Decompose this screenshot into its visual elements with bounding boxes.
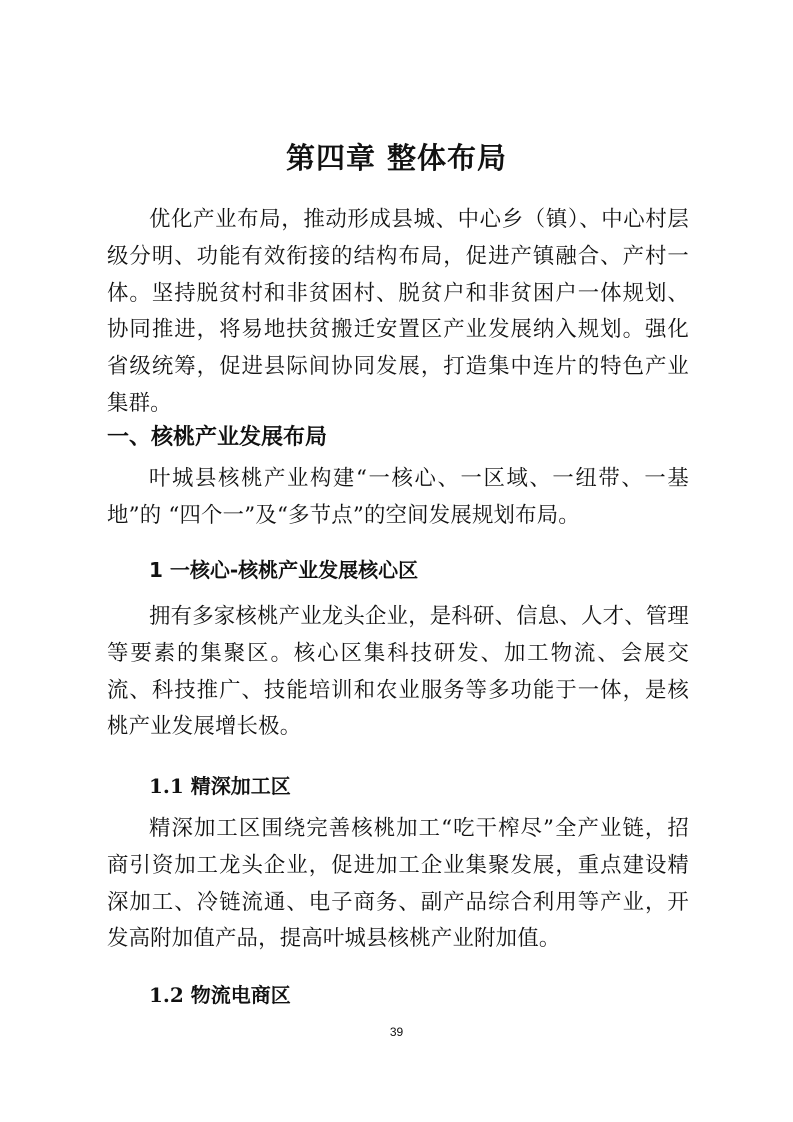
page-number: 39 — [389, 1025, 404, 1039]
intro-paragraph: 优化产业布局，推动形成县城、中心乡（镇）、中心村层级分明、功能有效衔接的结构布局，促进产镇融合、产村一体。坚持脱贫村和非贫困村、脱贫户和非贫困户一体规划、协同推进，将易地扶贫搬迁安置区产业发展纳入规划。强化省级统筹，促进县际间协同发展，打造集中连片的特色产业集群。 — [107, 207, 689, 416]
chapter-title: 第四章 整体布局 — [285, 141, 508, 175]
section-paragraph-walnut-layout: 叶城县核桃产业构建“一核心、一区域、一纽带、一基地”的 “四个一”及“多节点”的空间发展规划布局。 — [107, 466, 689, 528]
subsection-paragraph-deep-processing: 精深加工区围绕完善核桃加工“吃干榨尽”全产业链，招商引资加工龙头企业，促进加工企业集聚发展，重点建设精深加工、冷链流通、电子商务、副产品综合利用等产业，开发高附加值产品，提高叶城县核桃产业附加值。 — [107, 816, 689, 952]
section-heading-walnut-layout: 一、核桃产业发展布局 — [107, 425, 328, 450]
subsection-paragraph-core-zone: 拥有多家核桃产业龙头企业，是科研、信息、人才、管理等要素的集聚区。核心区集科技研发、加工物流、会展交流、科技推广、技能培训和农业服务等多功能于一体，是核桃产业发展增长极。 — [107, 604, 689, 740]
subsection-heading-logistics-ecommerce: 1.2 物流电商区 — [149, 983, 291, 1007]
subsection-heading-core-zone: 1 一核心-核桃产业发展核心区 — [149, 558, 419, 582]
subsection-heading-deep-processing: 1.1 精深加工区 — [149, 774, 291, 798]
